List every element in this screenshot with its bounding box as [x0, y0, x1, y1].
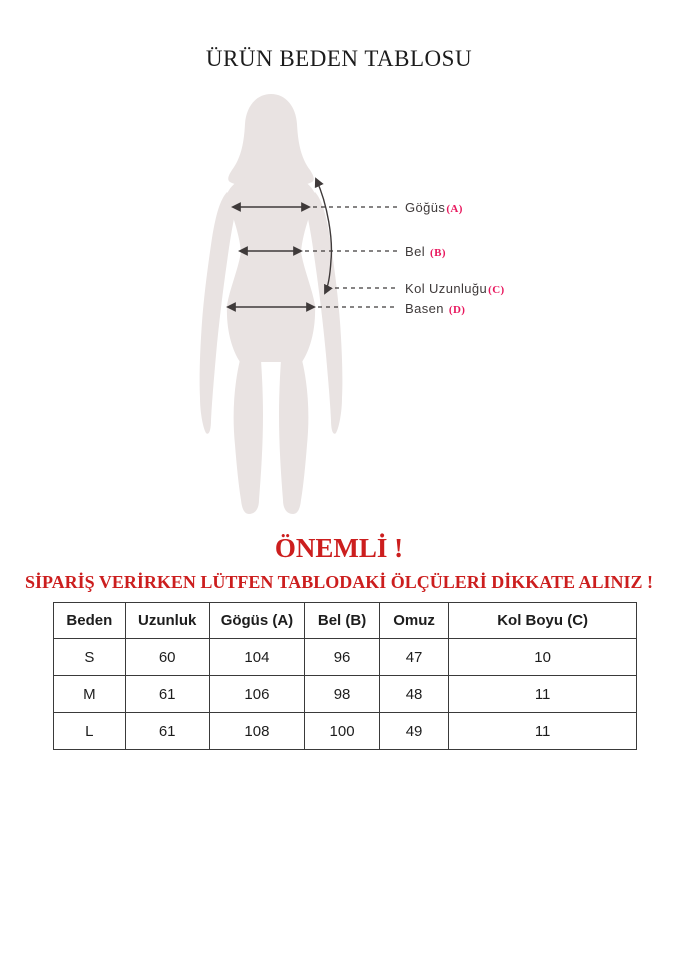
table-cell: 61 — [125, 713, 209, 750]
table-row — [54, 639, 637, 676]
table-row — [54, 713, 637, 750]
chest-label-text: Göğüs — [405, 200, 446, 215]
chest-label-letter: (A) — [446, 203, 463, 215]
silhouette-left-leg — [234, 360, 263, 514]
column-header: Uzunluk — [125, 603, 209, 639]
hip-label-text: Basen — [405, 301, 448, 316]
body-silhouette — [200, 94, 343, 514]
table-cell: 96 — [305, 639, 380, 676]
table-cell: 61 — [125, 676, 209, 713]
table-cell: 106 — [209, 676, 305, 713]
silhouette-right-leg — [279, 360, 308, 514]
table-cell: 11 — [449, 713, 637, 750]
table-cell: 10 — [449, 639, 637, 676]
table-cell: 108 — [209, 713, 305, 750]
sleeve-label — [405, 281, 505, 296]
silhouette-torso — [227, 176, 315, 362]
important-heading: ÖNEMLİ ! — [274, 533, 404, 563]
sleeve-label-letter: (C) — [488, 284, 505, 296]
size-table-body — [54, 639, 637, 750]
order-warning-text: SİPARİŞ VERİRKEN LÜTFEN TABLODAKİ ÖLÇÜLERİ DİKKATE ALINIZ ! — [25, 572, 653, 592]
column-header: Beden — [54, 603, 126, 639]
column-header: Omuz — [379, 603, 448, 639]
table-cell: 104 — [209, 639, 305, 676]
column-header: Bel (B) — [305, 603, 380, 639]
size-table — [53, 602, 637, 750]
table-cell: 100 — [305, 713, 380, 750]
table-cell: 60 — [125, 639, 209, 676]
table-cell: 48 — [379, 676, 448, 713]
hip-label-letter: (D) — [448, 304, 466, 316]
table-cell: M — [54, 676, 126, 713]
column-header: Gögüs (A) — [209, 603, 305, 639]
table-cell: 49 — [379, 713, 448, 750]
chest-label — [405, 200, 463, 215]
table-cell: 11 — [449, 676, 637, 713]
waist-label-letter: (B) — [430, 247, 446, 259]
hip-label — [405, 301, 465, 316]
table-cell: L — [54, 713, 126, 750]
table-cell: S — [54, 639, 126, 676]
waist-label-text: Bel — [405, 244, 430, 259]
sleeve-label-text: Kol Uzunluğu — [405, 281, 488, 296]
table-cell: 47 — [379, 639, 448, 676]
silhouette-head-hair — [228, 94, 313, 188]
table-row — [54, 676, 637, 713]
table-cell: 98 — [305, 676, 380, 713]
page-title: ÜRÜN BEDEN TABLOSU — [205, 46, 473, 71]
waist-label — [405, 244, 446, 259]
column-header: Kol Boyu (C) — [449, 603, 637, 639]
body-measurement-diagram — [150, 85, 410, 530]
size-table-header-row — [54, 603, 637, 639]
